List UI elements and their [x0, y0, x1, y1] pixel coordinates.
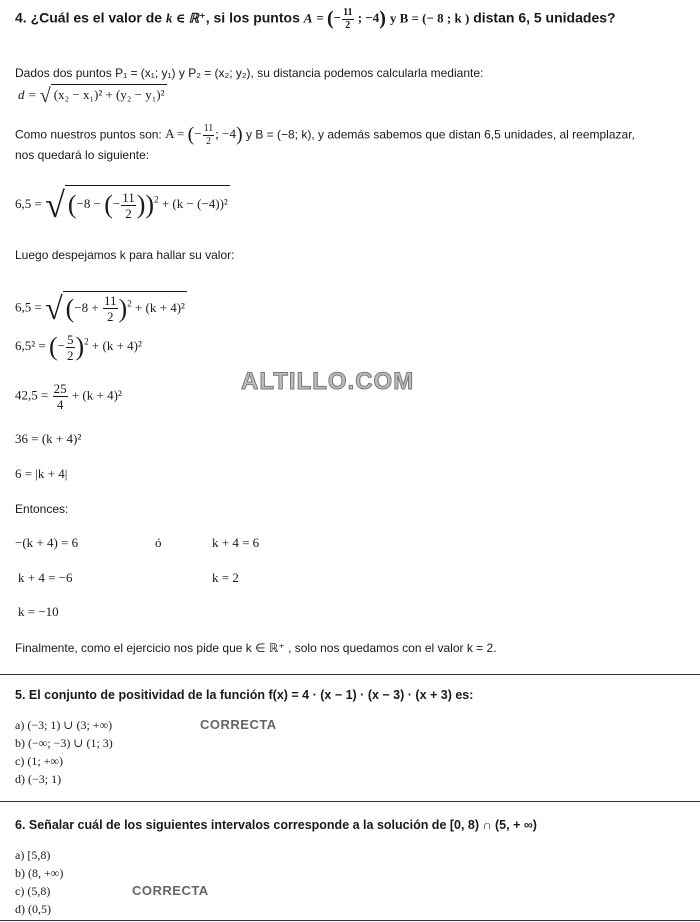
divider-3	[0, 920, 700, 921]
q5-option-c[interactable]: c) (1; +∞)	[15, 754, 63, 768]
watermark: ALTILLO.COM	[241, 368, 415, 395]
points-line-2: nos quedará lo siguiente:	[15, 148, 150, 162]
points-line: Como nuestros puntos son: A = (− $\frac{11}{2}$ ; −4) y B = (−8; k), y además sabemos que distan 6,5 unidades, al reemplazar,	[15, 123, 635, 147]
clear-text: Luego despejamos k para hallar su valor:	[15, 248, 235, 262]
final-text: Finalmente, como el ejercicio nos pide que k ∈ ℝ⁺ , solo nos quedamos con el valor k = 2.	[15, 641, 497, 655]
q5-option-a[interactable]: a) (−3; 1) ∪ (3; +∞)	[15, 718, 113, 732]
case-1b: k + 4 = −6	[18, 570, 73, 585]
distance-intro: Dados dos puntos P₁ = (x₁; y₁) y P₂ = (x₂; y₂), su distancia podemos calcularla mediante:	[15, 66, 484, 80]
distance-formula: d = √ (x₂ − x₁)² + (y₂ − y₁)²	[18, 84, 165, 107]
divider-2	[0, 801, 700, 802]
q5-option-d[interactable]: d) (−3; 1)	[15, 772, 62, 786]
case-2: k + 4 = 6	[212, 535, 260, 550]
case-2b: k = 2	[212, 570, 239, 585]
question-4-title: 4. ¿Cuál es el valor de k ∈ ℝ⁺, si los puntos A = (− $\frac{11}{2}$ ; −4) y B = (− 8 ; k ) distan 6, 5 unidades?	[15, 7, 616, 31]
then-text: Entonces:	[15, 502, 69, 516]
case-1: −(k + 4) = 6	[15, 535, 79, 550]
question-5-title: 5. El conjunto de positividad de la función f(x) = 4 · (x − 1) · (x − 3) · (x + 3) es:	[15, 688, 474, 702]
divider-1	[0, 674, 700, 675]
equation-1: 6,5 = √ (−8 − (− $\frac{11}{2}$ ))$^2$ + (k − (−4))²	[15, 185, 228, 225]
q5-correct-label: CORRECTA	[200, 717, 277, 732]
q6-option-d[interactable]: d) (0,5)	[15, 902, 51, 916]
q6-option-b[interactable]: b) (8, +∞)	[15, 866, 64, 880]
q6-correct-label: CORRECTA	[132, 883, 209, 898]
q6-option-c[interactable]: c) (5,8)	[15, 884, 51, 898]
case-1c: k = −10	[18, 604, 59, 619]
q6-option-a[interactable]: a) [5,8)	[15, 848, 51, 862]
equation-3: 6,5² = (− $\frac{5}{2}$ )$^2$ + (k + 4)²	[15, 331, 142, 363]
equation-4: 42,5 = $\frac{25}{4}$ + (k + 4)²	[15, 381, 122, 412]
or-word: ó	[155, 535, 162, 550]
equation-2: 6,5 = √ (−8 + $\frac{11}{2}$ )$^2$ + (k + 4)²	[15, 290, 185, 326]
q5-option-b[interactable]: b) (−∞; −3) ∪ (1; 3)	[15, 736, 113, 750]
equation-5: 36 = (k + 4)²	[15, 431, 82, 446]
equation-6: 6 = |k + 4|	[15, 466, 68, 481]
question-6-title: 6. Señalar cuál de los siguientes intervalos corresponde a la solución de [0, 8) ∩ (5, + ∞)	[15, 818, 537, 832]
